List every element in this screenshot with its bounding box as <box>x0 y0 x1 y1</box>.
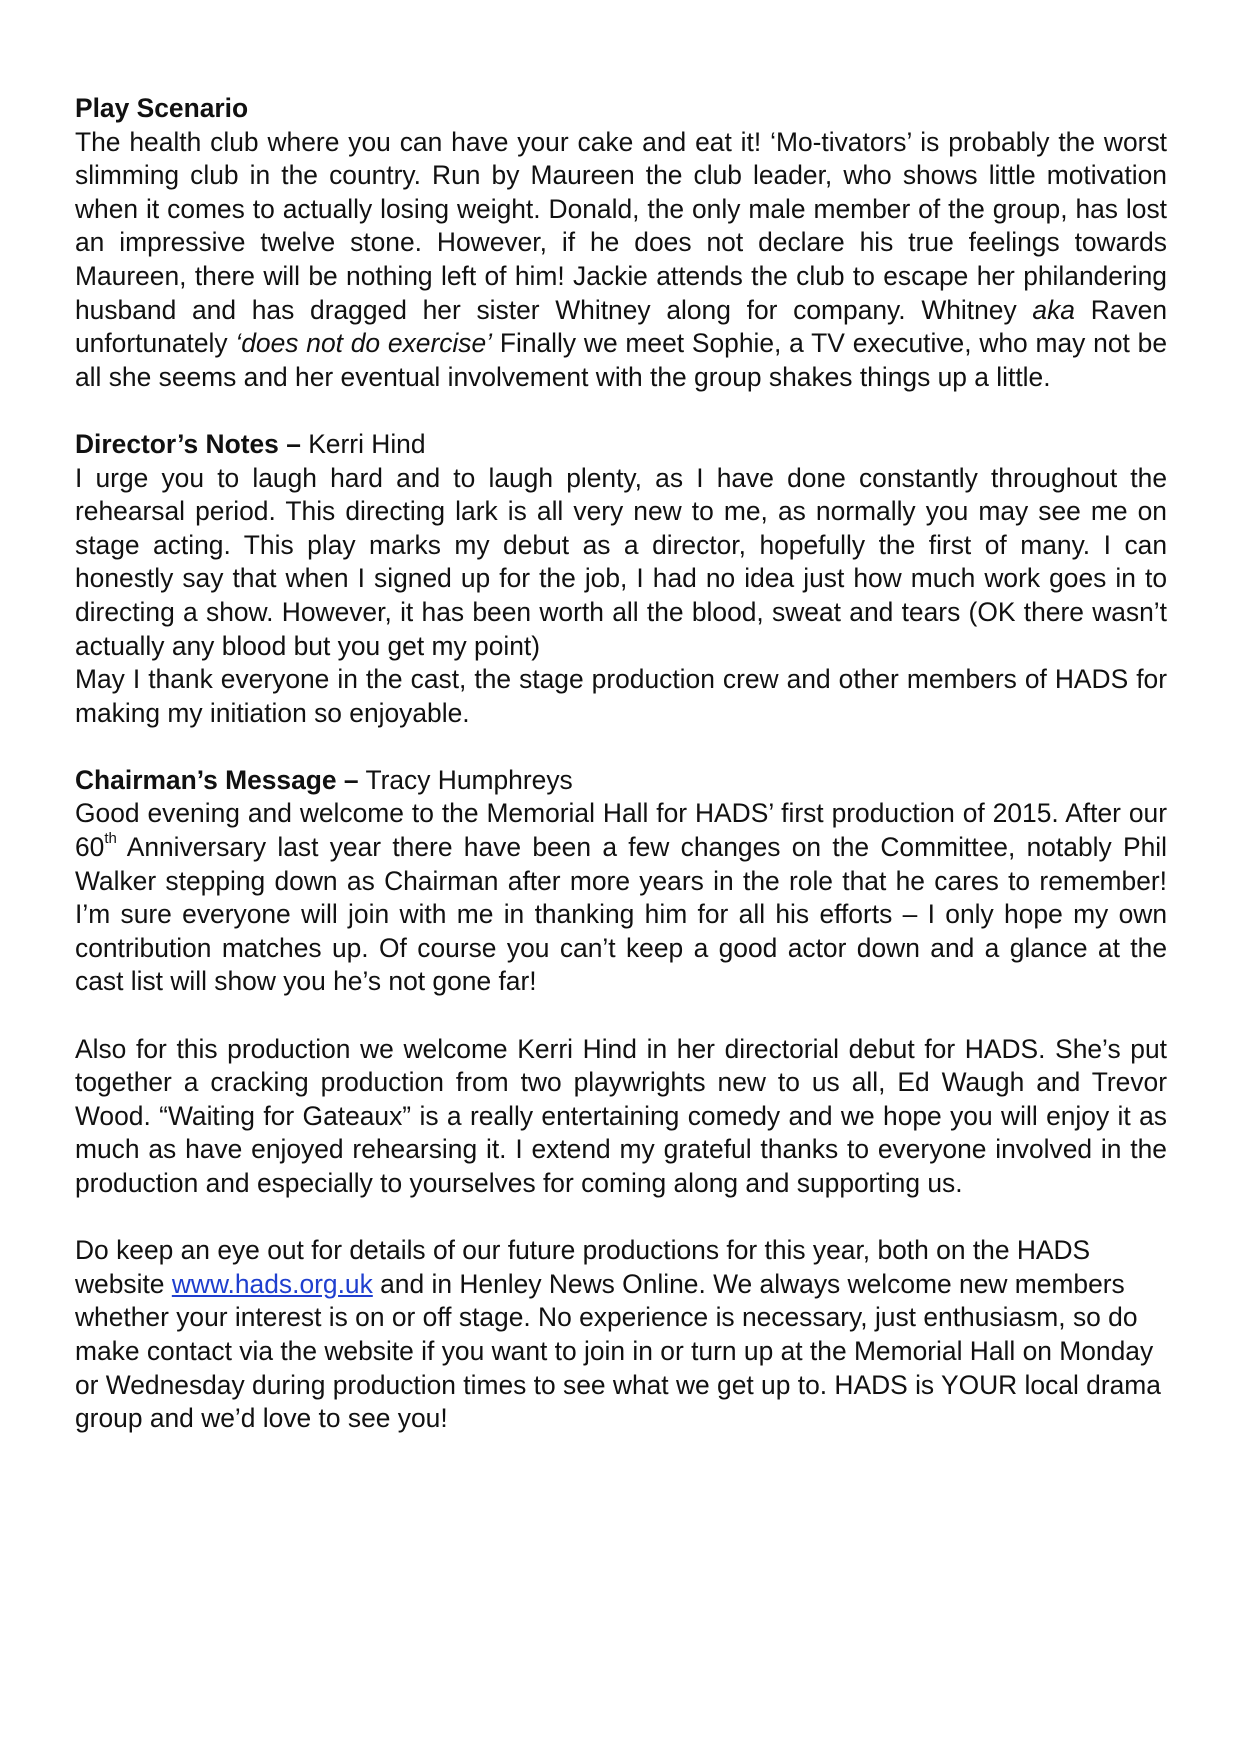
directors-notes-heading: Director’s Notes – Kerri Hind <box>75 428 426 459</box>
chairmans-message-paragraph-3: Do keep an eye out for details of our future productions for this year, both on the HADS website www.hads.org.uk and in Henley News Online. We always welcome new members whether your interest is on or off stage. No experience is necessary, just enthusiasm, so do make contact via the website if you want to join in or turn up at the Memorial Hall on Monday or Wednesday during production times to see what we get up to. HADS is YOUR local drama group and we’d love to see you! <box>75 1235 1161 1434</box>
ordinal-superscript: th <box>104 830 117 848</box>
chairmans-message-author: Tracy Humphreys <box>358 764 573 795</box>
chairmans-message-paragraph-1: Good evening and welcome to the Memorial Hall for HADS’ first production of 2015. After our 60th Anniversary last year there have been a few changes on the Committee, notably Phil Walker stepping down as Chairman after more years in the role that he cares to remember! I’m sure everyone will join with me in thanking him for all his efforts – I only hope my own contribution matches up. Of course you can’t keep a good actor down and a glance at the cast list will show you he’s not gone far! <box>75 798 1167 997</box>
hads-website-link[interactable]: www.hads.org.uk <box>171 1268 373 1299</box>
directors-notes-paragraph-1: I urge you to laugh hard and to laugh plenty, as I have done constantly throughout the rehearsal period. This directing lark is all very new to me, as normally you may see me on stage acting. This play marks my debut as a director, hopefully the first of many. I can honestly say that when I signed up for the job, I had no idea just how much work goes in to directing a show. However, it has been worth all the blood, sweat and tears (OK there wasn’t actually any blood but you get my point) <box>75 462 1167 661</box>
directors-notes-author: Kerri Hind <box>300 428 426 459</box>
chairmans-message-section <box>75 764 1167 1436</box>
play-scenario-text: The health club where you can have your cake and eat it! ‘Mo-tivators’ is probably the worst slimming club in the country. Run by Maureen the club leader, who shows little motivation when it comes to actually losing weight. Donald, the only male member of the group, has lost an impressive twelve stone. However, if he does not declare his true feelings towards Maureen, there will be nothing left of him! Jackie attends the club to escape her philandering husband and has dragged her sister Whitney along for company. Whitney aka Raven unfortunately ‘does not do exercise’ Finally we meet Sophie, a TV executive, who may not be all she seems and her eventual involvement with the group shakes things up a little. <box>75 126 1168 392</box>
chairmans-message-heading: Chairman’s Message – Tracy Humphreys <box>75 764 573 795</box>
directors-notes-paragraph-2: May I thank everyone in the cast, the stage production crew and other members of HADS for making my initiation so enjoyable. <box>75 664 1167 728</box>
play-scenario-heading: Play Scenario <box>75 93 249 123</box>
directors-notes-section <box>75 428 1167 730</box>
chairmans-message-paragraph-2: Also for this production we welcome Kerri Hind in her directorial debut for HADS. She’s put together a cracking production from two playwrights new to us all, Ed Waugh and Trevor Wood. “Waiting for Gateaux” is a really entertaining comedy and we hope you will enjoy it as much as have enjoyed rehearsing it. I extend my grateful thanks to everyone involved in the production and especially to yourselves for coming along and supporting us. <box>75 1033 1167 1198</box>
aka-italic: aka <box>1032 294 1075 325</box>
play-scenario-section <box>75 92 1167 394</box>
exercise-quote: ‘does not do exercise’ <box>235 328 493 359</box>
document-page <box>75 92 1167 1436</box>
